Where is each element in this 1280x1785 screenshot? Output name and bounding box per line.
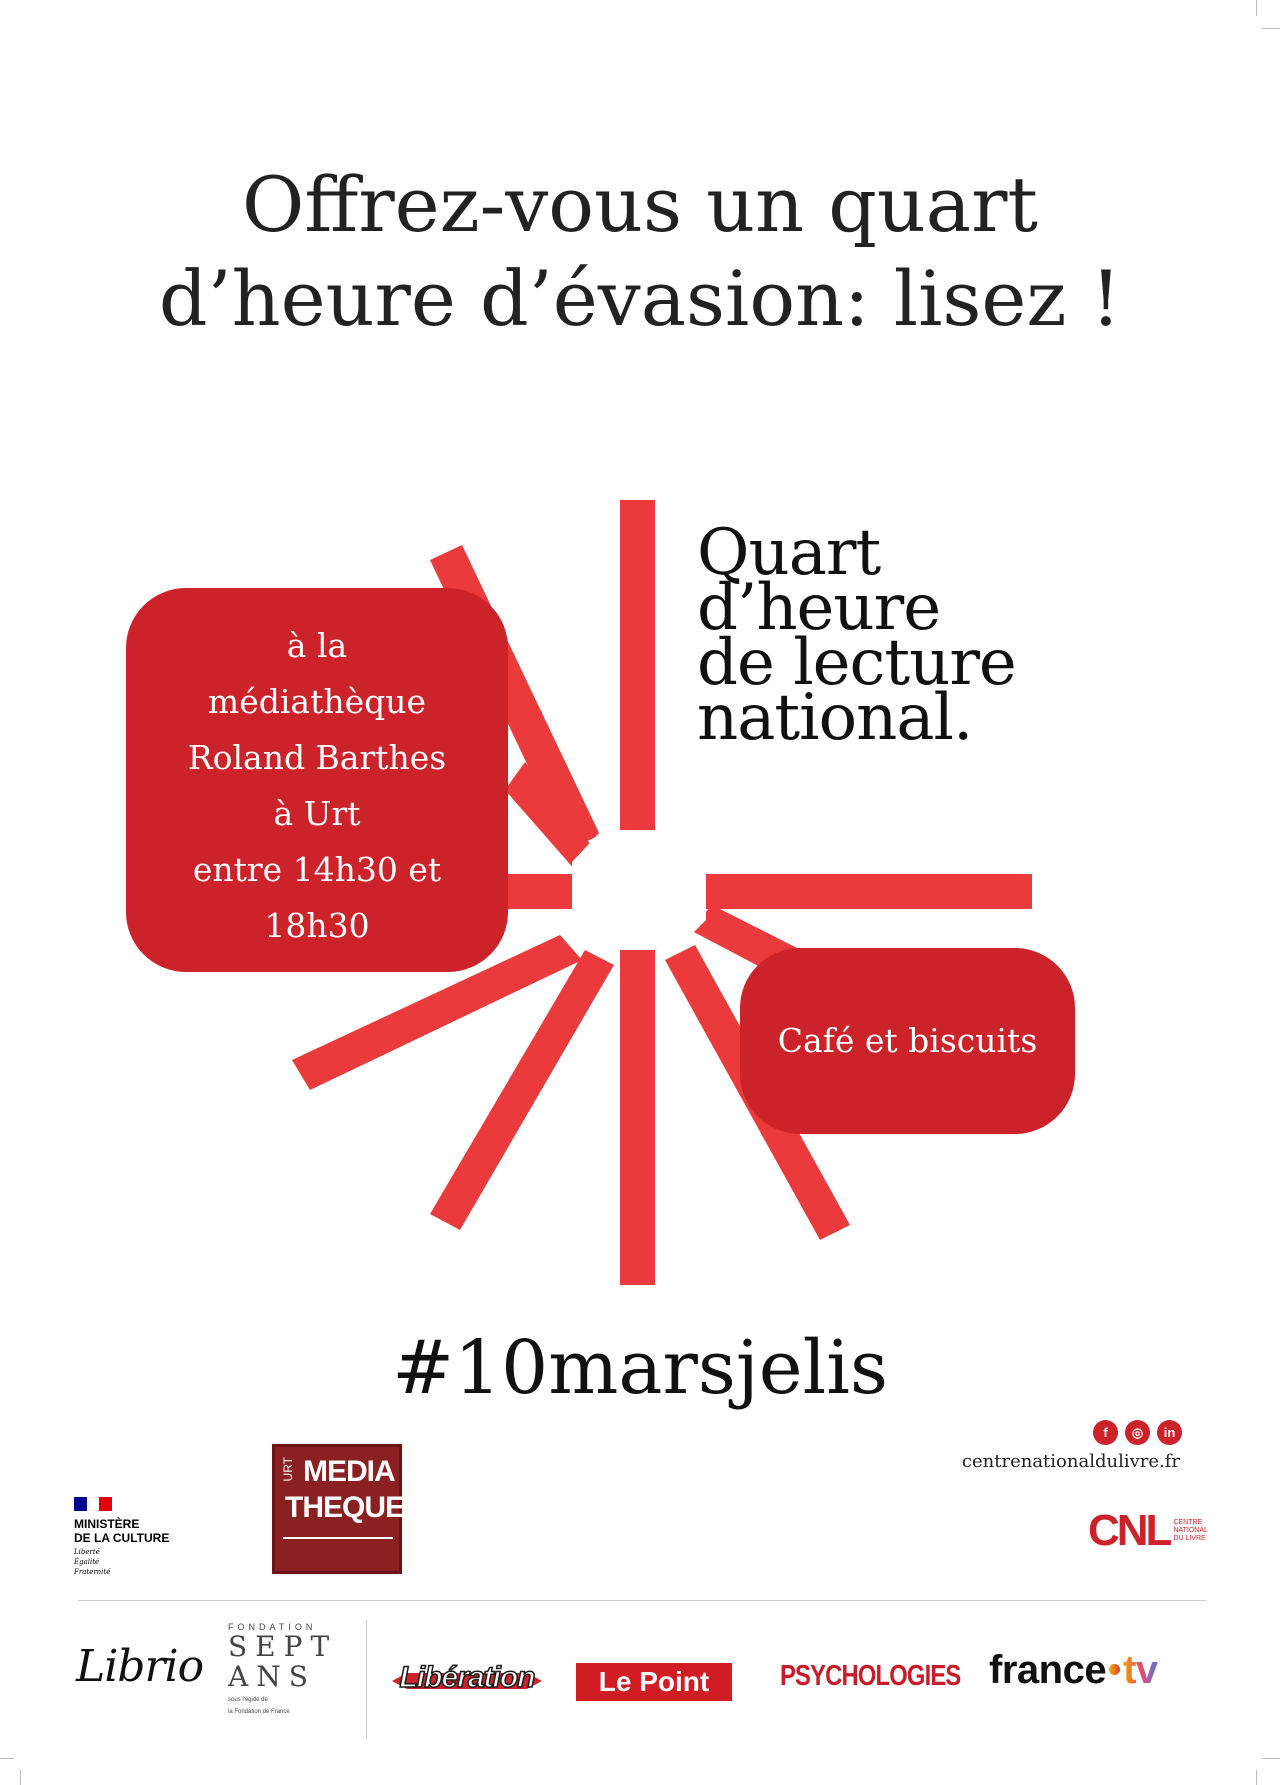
francetv-dot-icon <box>1109 1664 1120 1675</box>
website-link[interactable]: centrenationaldulivre.fr <box>961 1451 1180 1472</box>
ministere-name-line-2: DE LA CULTURE <box>74 1531 170 1545</box>
location-line-4: à Urt <box>273 794 361 833</box>
cnl-logo-abbr: CNL <box>1088 1506 1170 1555</box>
hashtag: #10marsjelis <box>392 1325 888 1411</box>
linkedin-icon[interactable]: in <box>1157 1420 1182 1445</box>
librio-logo: Librio <box>76 1641 204 1692</box>
psychologies-logo: PSYCHOLOGIES <box>780 1660 961 1692</box>
motto-fraternite: Fraternité <box>74 1568 111 1576</box>
mediatheque-logo-word-1: MEDIA <box>303 1455 395 1488</box>
france-tv-logo <box>989 1648 1158 1693</box>
septans-small-2: la Fondation de France <box>228 1709 290 1715</box>
location-line-3: Roland Barthes <box>187 738 447 777</box>
burst-ray <box>620 945 655 1285</box>
le-point-logo: Le Point <box>576 1663 732 1701</box>
ministere-culture-logo <box>74 1497 194 1577</box>
event-title <box>697 516 1016 755</box>
cnl-logo-full: CENTRE NATIONAL DU LIVRE <box>1173 1519 1208 1542</box>
burst-ray <box>705 874 1032 909</box>
location-line-1: à la <box>286 626 348 665</box>
francetv-main: france <box>989 1648 1107 1692</box>
francetv-tv: tv <box>1123 1648 1158 1692</box>
burst-center <box>572 832 706 950</box>
location-line-6: 18h30 <box>264 906 370 945</box>
instagram-icon[interactable]: ◎ <box>1125 1420 1150 1445</box>
event-title-line-1: Quart <box>697 516 881 590</box>
headline-line-2: d’heure d’évasion: lisez ! <box>158 254 1122 343</box>
mediatheque-urt-logo <box>272 1444 405 1574</box>
divider <box>78 1600 1206 1601</box>
headline-line-1: Offrez-vous un quart <box>242 160 1038 249</box>
septans-line-2: ANS <box>228 1660 316 1693</box>
french-flag-icon <box>74 1497 112 1511</box>
event-title-line-3: de lecture <box>697 626 1016 700</box>
liberation-logo-text: Libération <box>399 1661 535 1694</box>
event-title-line-4: national. <box>697 681 973 755</box>
ministere-name-line-1: MINISTÈRE <box>74 1517 140 1531</box>
fondation-sept-ans-logo <box>228 1622 337 1716</box>
septans-small-1: sous l'égide de <box>228 1697 268 1703</box>
septans-line-1: SEPT <box>228 1630 338 1663</box>
event-title-line-2: d’heure <box>697 571 941 645</box>
motto-egalite: Égalité <box>74 1558 100 1566</box>
facebook-icon[interactable]: f <box>1093 1420 1118 1445</box>
location-line-5: entre 14h30 et <box>192 850 442 889</box>
mediatheque-logo-word-2: THEQUE <box>285 1491 405 1524</box>
mediatheque-logo-small: URT <box>281 1457 295 1482</box>
location-line-2: médiathèque <box>207 682 427 721</box>
social-icons <box>1093 1420 1182 1445</box>
burst-ray <box>620 500 655 830</box>
divider-vertical <box>366 1620 367 1738</box>
septans-fondation: FONDATION <box>228 1622 317 1632</box>
location-bubble <box>126 588 508 972</box>
reader-figures-icon <box>283 1537 393 1565</box>
cnl-logo <box>1088 1506 1213 1555</box>
liberation-logo <box>392 1657 542 1705</box>
cafe-bubble: Café et biscuits <box>740 948 1075 1134</box>
motto-liberte: Liberté <box>74 1548 100 1556</box>
